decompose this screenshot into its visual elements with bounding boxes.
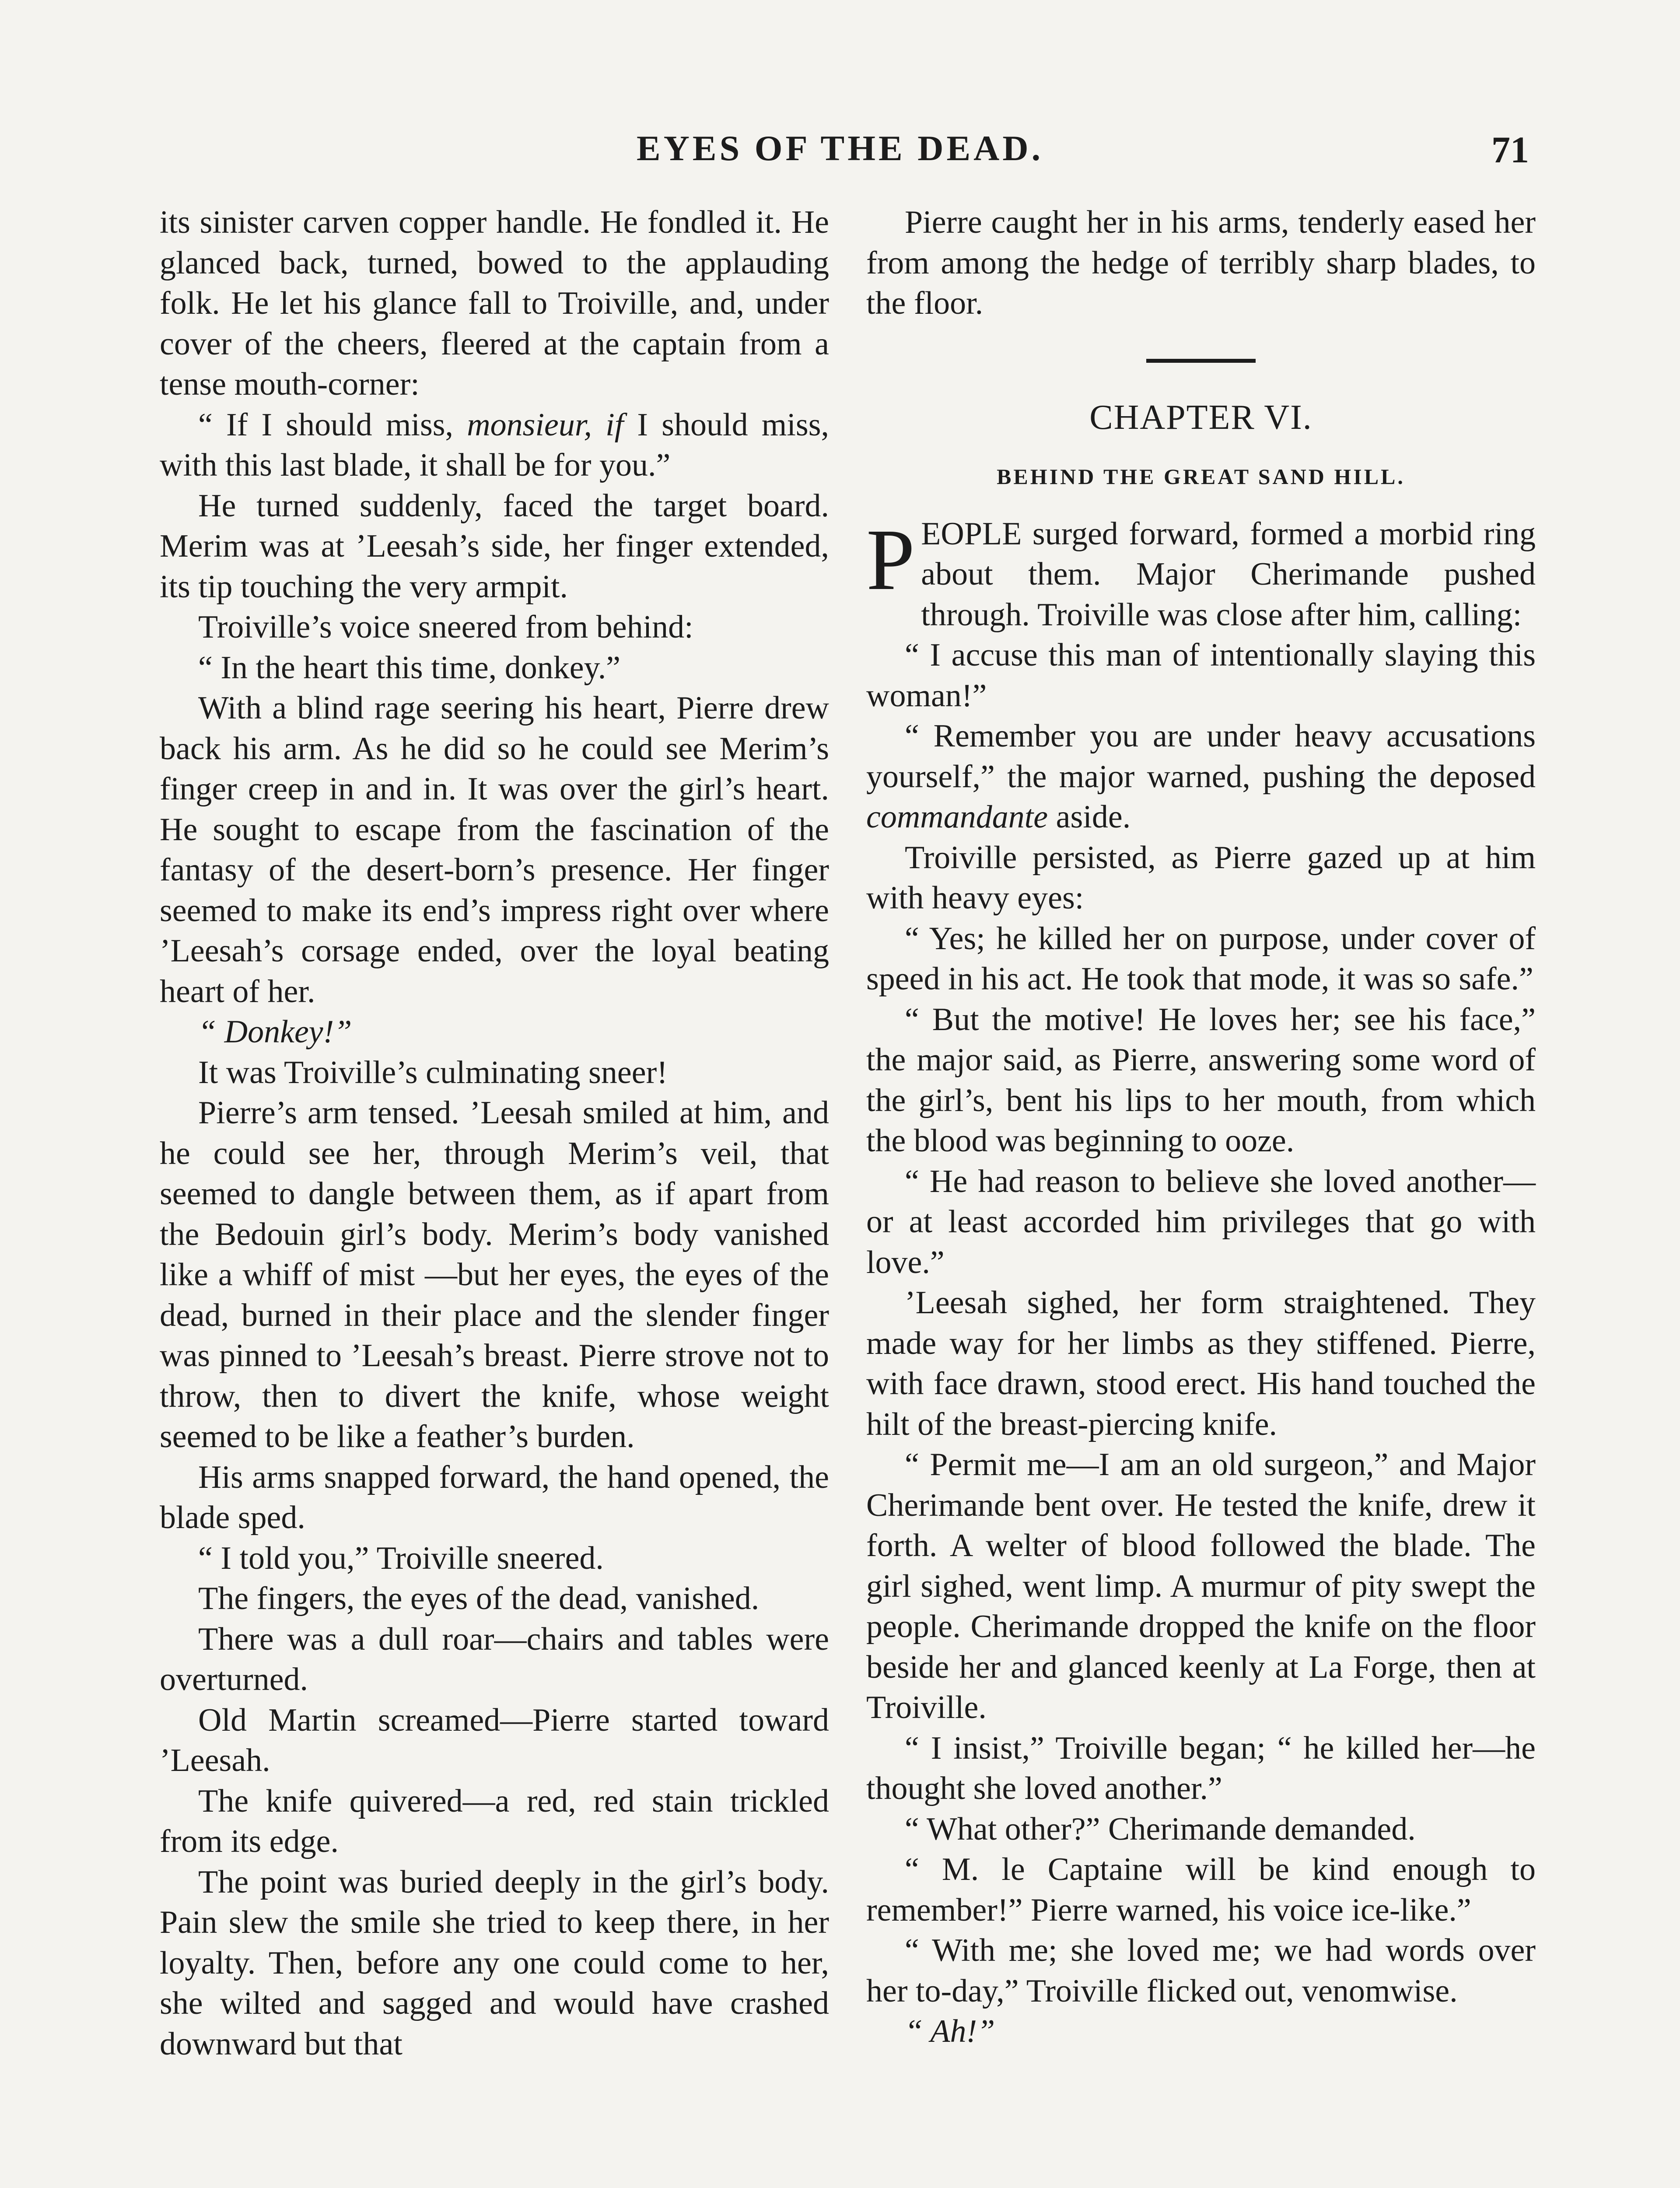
text-run: “ If I should miss, — [198, 407, 467, 443]
paragraph: Troiville’s voice sneered from behind: — [198, 609, 693, 645]
paragraph: “ I insist,” Troiville began; “ he killed her—he thought she loved another.” — [866, 1730, 1536, 1806]
paragraph: He turned suddenly, faced the target board. Merim was at ’Leesah’s side, her finger extended, its tip touching the very armpit. — [160, 487, 829, 605]
text-run: aside. — [1048, 799, 1131, 835]
chapter-opening-paragraph — [866, 511, 1536, 635]
paragraph — [160, 405, 829, 486]
paragraph: ’Leesah sighed, her form straightened. They made way for her limbs as they stiffened. Pierre, with face drawn, stood erect. His hand touched the hilt of the breast-piercing knife. — [866, 1285, 1536, 1442]
paragraph: “ In the heart this time, donkey.” — [198, 649, 621, 686]
paragraph: Troiville persisted, as Pierre gazed up at him with heavy eyes: — [866, 839, 1536, 916]
paragraph: The point was buried deeply in the girl’s body. Pain slew the smile she tried to keep there, in her loyalty. Then, before any one could come to her, she wilted and sagged and would have crashed downward but that — [160, 1864, 829, 2062]
italic-text: “ Donkey!” — [198, 1014, 352, 1050]
paragraph: The fingers, the eyes of the dead, vanished. — [198, 1581, 760, 1616]
text-run: EOPLE surged forward, formed a morbid ring about them. Major Cherimande pushed through. Troiville was close after him, calling: — [921, 515, 1536, 633]
chapter-subheading: BEHIND THE GREAT SAND HILL. — [997, 464, 1405, 489]
paragraph: Pierre’s arm tensed. ’Leesah smiled at him, and he could see her, through Merim’s veil, that seemed to dangle between them, as if apart from the Bedouin girl’s body. Merim’s body vanished like a whiff of mist —but her eyes, the eyes of the dead, burned in their place and the slender finger was pinned to ’Leesah’s breast. Pierre strove not to throw, then to divert the knife, whose weight seemed to be like a feather’s burden. — [160, 1095, 829, 1455]
italic-text: commandante — [866, 799, 1048, 835]
paragraph: “ M. le Captaine will be kind enough to remember!” Pierre warned, his voice ice-like.” — [866, 1851, 1536, 1928]
paragraph: “ I accuse this man of intentionally slaying this woman!” — [866, 637, 1536, 714]
text-run: I should miss, with this last blade, it shall be for you.” — [160, 407, 829, 483]
paragraph: His arms snapped forward, the hand opened, the blade sped. — [160, 1459, 829, 1536]
italic-text: monsieur, if — [467, 407, 624, 443]
left-column — [160, 202, 829, 2064]
paragraph: Old Martin screamed—Pierre started toward ’Leesah. — [160, 1702, 829, 1778]
paragraph: “ I told you,” Troiville sneered. — [198, 1540, 604, 1576]
section-divider — [1146, 359, 1256, 363]
text-run: “ Remember you are under heavy accusations yourself,” the major warned, pushing the deposed — [866, 718, 1536, 795]
paragraph: The knife quivered—a red, red stain trickled from its edge. — [160, 1783, 829, 1859]
paragraph: “ But the motive! He loves her; see his face,” the major said, as Pierre, answering some word of the girl’s, bent his lips to her mouth, from which the blood was beginning to ooze. — [866, 1001, 1536, 1159]
drop-cap: P — [866, 511, 915, 608]
paragraph: With a blind rage seering his heart, Pierre drew back his arm. As he did so he could see Merim’s finger creep in and in. It was over the girl’s heart. He sought to escape from the fascination of the fantasy of the desert-born’s presence. Her finger seemed to make its end’s impress right over where ’Leesah’s corsage ended, over the loyal beating heart of her. — [160, 690, 829, 1010]
paragraph: “ What other?” Cherimande demanded. — [905, 1811, 1416, 1847]
paragraph: its sinister carven copper handle. He fondled it. He glanced back, turned, bowed to the applauding folk. He let his glance fall to Troiville, and, under cover of the cheers, fleered at the captain from a tense mouth-corner: — [160, 204, 829, 402]
paragraph — [866, 716, 1536, 838]
running-title: EYES OF THE DEAD. — [637, 128, 1044, 168]
italic-text: “ Ah!” — [905, 2013, 995, 2049]
paragraph: Pierre caught her in his arms, tenderly eased her from among the hedge of terribly sharp blades, to the floor. — [866, 204, 1536, 321]
paragraph: “ Yes; he killed her on purpose, under cover of speed in his act. He took that mode, it was so safe.” — [866, 920, 1536, 997]
paragraph: “ With me; she loved me; we had words over her to-day,” Troiville flicked out, venomwise. — [866, 1932, 1536, 2009]
page-header — [0, 128, 1680, 176]
chapter-heading: CHAPTER VI. — [1089, 398, 1312, 437]
paragraph — [160, 1012, 829, 1052]
paragraph: “ Permit me—I am an old surgeon,” and Major Cherimande bent over. He tested the knife, drew it forth. A welter of blood followed the blade. The girl sighed, went limp. A murmur of pity swept the people. Cherimande dropped the knife on the floor beside her and glanced keenly at La Forge, then at Troiville. — [866, 1447, 1536, 1725]
paragraph: There was a dull roar—chairs and tables were overturned. — [160, 1621, 829, 1697]
right-column — [866, 202, 1536, 2052]
paragraph: “ He had reason to believe she loved another—or at least accorded him privileges that go with love.” — [866, 1163, 1536, 1280]
paragraph — [866, 2011, 1536, 2052]
paragraph: It was Troiville’s culminating sneer! — [198, 1054, 668, 1090]
page-number: 71 — [1491, 129, 1529, 171]
